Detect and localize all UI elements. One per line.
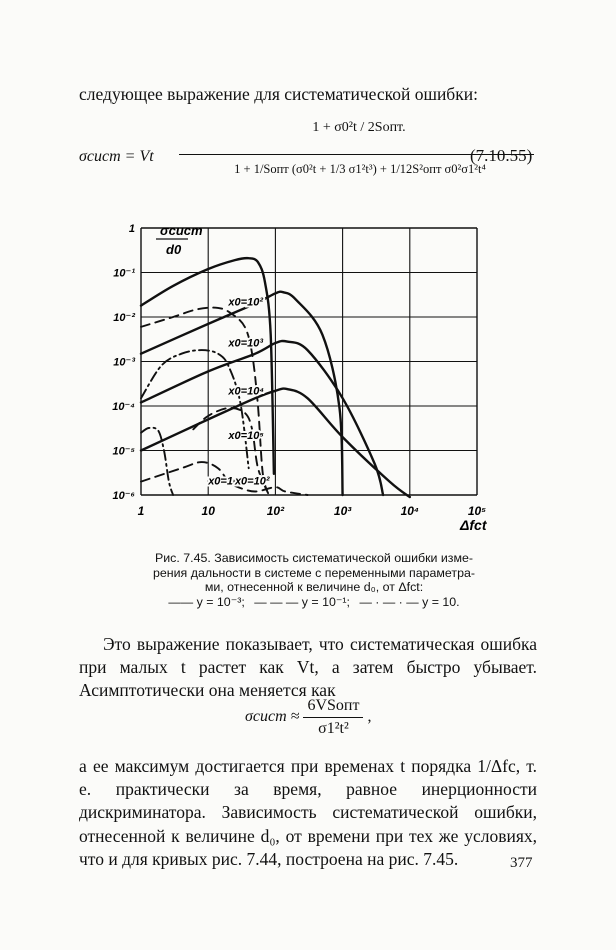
y-tick-label: 10⁻³ xyxy=(113,356,135,369)
caption-line-1: Рис. 7.45. Зависимость систематической ошибки изме- xyxy=(154,551,474,565)
equation-denominator: 1 + 1/Sопт (σ0²t + 1/3 σ1²t³) + 1/12S²опт σ0²σ1²t⁴ xyxy=(234,162,486,176)
equation-asymptotic-comma: , xyxy=(367,708,372,726)
page-number: 377 xyxy=(510,855,533,871)
x-tick-label: 10 xyxy=(201,504,215,518)
x-tick-label: 10³ xyxy=(333,504,352,518)
chart-curve-labels xyxy=(207,297,270,488)
intro-text: следующее выражение для систематической ошибки: xyxy=(79,84,478,104)
equation-asymptotic-denominator: σ1²t² xyxy=(318,720,349,737)
curve-label: x0=10⁴ xyxy=(228,385,265,398)
curve-label: x0=10² xyxy=(234,475,270,488)
curve-label: x0=10² xyxy=(228,296,263,309)
x-axis-label: Δfct xyxy=(460,517,487,533)
curve-label: x0=10³ xyxy=(208,475,243,488)
caption-line-3: ми, отнесенной к величине d₀, от Δfсt: xyxy=(204,580,424,595)
figure-7-45 xyxy=(108,210,508,540)
legend-solid: —— y = 10⁻³; xyxy=(168,594,245,609)
x-tick-label: 10⁵ xyxy=(467,504,487,518)
y-axis-label-numerator: σсист xyxy=(160,223,203,238)
x-tick-label: 10⁴ xyxy=(400,504,420,518)
y-tick-label: 10⁻¹ xyxy=(113,267,135,280)
y-tick-label: 10⁻⁶ xyxy=(112,490,135,502)
equation-asymptotic-numerator: 6VSопт xyxy=(303,697,363,718)
curve-label: x0=10³ xyxy=(228,337,263,350)
figure-caption xyxy=(124,551,504,609)
y-tick-label: 10⁻⁵ xyxy=(112,445,135,458)
legend-dashdot: — · — · — y = 10. xyxy=(359,594,460,609)
chart-grid xyxy=(141,228,477,495)
paragraph-1: Это выражение показывает, что систематическая ошибка при малых t растет как Vt, а затем быстро убывает. Асимптотически она меняется как xyxy=(79,634,537,701)
equation-numerator: 1 + σ0²t / 2Sопт. xyxy=(312,120,406,135)
x-tick-label: 10² xyxy=(266,504,285,518)
y-tick-label: 10⁻² xyxy=(113,312,135,324)
equation-number: (7.10.55) xyxy=(470,146,533,165)
equation-asymptotic-fraction xyxy=(303,697,363,738)
curve-label: x0=10⁵ xyxy=(228,430,264,443)
equation-asymptotic xyxy=(245,697,371,738)
legend-dashed: — — — y = 10⁻¹; xyxy=(254,594,350,609)
y-tick-label: 10⁻⁴ xyxy=(112,401,135,413)
caption-line-2: рения дальности в системе с переменными параметра- xyxy=(153,565,475,580)
equation-asymptotic-lhs: σсист ≈ xyxy=(245,708,300,726)
caption-legend xyxy=(124,595,504,610)
paragraph-2: а ее максимум достигается при временах t порядка 1/Δfс, т. е. практически за время, равное инерционности дискриминатора. Зависимость систематической ошибки, отнесенной к величине d₀, от времени при тех же условиях, что и для кривых рис. 7.44, построена на рис. 7.45. xyxy=(79,756,537,869)
y-tick-label: 1 xyxy=(128,223,135,235)
equation-lhs: σсист = Vt xyxy=(79,148,154,165)
y-axis-label-denominator: d0 xyxy=(166,242,182,257)
x-tick-label: 1 xyxy=(137,504,145,518)
